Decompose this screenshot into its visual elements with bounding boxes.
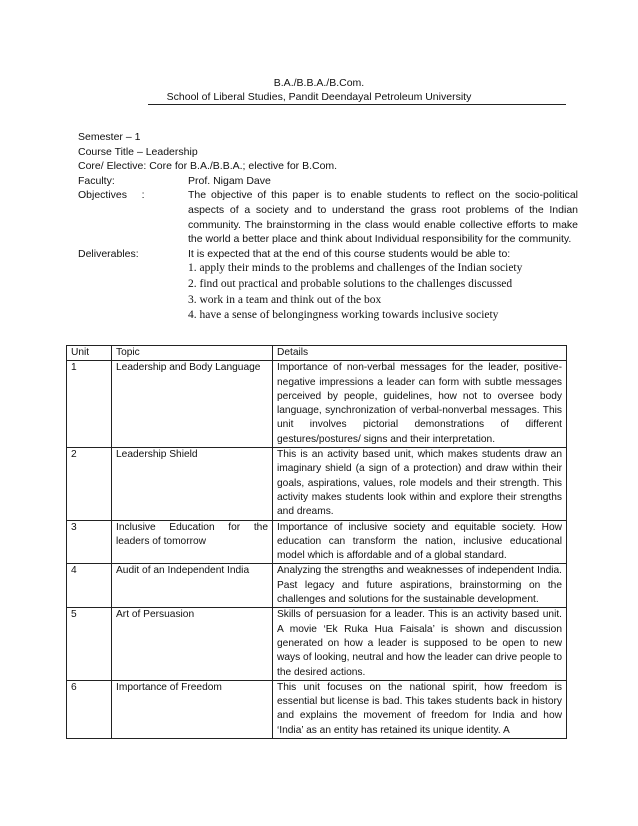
unit-number: 5	[67, 608, 112, 680]
unit-topic: Leadership and Body Language	[112, 361, 273, 448]
unit-topic: Leadership Shield	[112, 448, 273, 520]
table-row	[67, 520, 567, 564]
header-details: Details	[273, 346, 567, 361]
school-heading: School of Liberal Studies, Pandit Deendayal Petroleum University	[166, 91, 472, 103]
deliverable-item: 3. work in a team and think out of the box	[188, 293, 382, 306]
unit-details: Analyzing the strengths and weaknesses of independent India. Past legacy and future aspirations, brainstorming on the challenges and solutions for the sustainable development.	[273, 564, 567, 608]
units-table	[66, 345, 567, 739]
unit-details: This is an activity based unit, which makes students draw an imaginary shield (a sign of a protection) and draw within their goals, aspirations, values, role models and their strength. This activity makes students look within and explore their strengths and dreams.	[273, 448, 567, 520]
unit-topic: Audit of an Independent India	[112, 564, 273, 608]
deliverable-item: 1. apply their minds to the problems and challenges of the Indian society	[188, 262, 523, 275]
course-info	[78, 130, 578, 324]
objectives-text: The objective of this paper is to enable students to reflect on the socio-political aspects of a society and to understand the grass root problems of the Indian community. The brainstorming in the class would enable collective efforts to make the world a better place and think about Individual responsibility for the community.	[188, 189, 578, 246]
deliverable-item: 2. find out practical and probable solutions to the challenges discussed	[188, 277, 513, 290]
table-row	[67, 361, 567, 448]
table-row	[67, 680, 567, 738]
core-elective-line: Core/ Elective: Core for B.A./B.B.A.; elective for B.Com.	[78, 160, 338, 173]
unit-details: Importance of inclusive society and equitable society. How education can transform the nation, inclusive educational model which is affordable and of a global standard.	[273, 520, 567, 564]
unit-number: 2	[67, 448, 112, 520]
deliverables-intro: It is expected that at the end of this course students would be able to:	[188, 247, 511, 260]
unit-number: 6	[67, 680, 112, 738]
faculty-label: Faculty:	[78, 174, 115, 187]
objectives-row	[78, 188, 578, 246]
deliverables-row	[78, 247, 578, 324]
course-title-line: Course Title – Leadership	[78, 145, 198, 158]
unit-details: Skills of persuasion for a leader. This is an activity based unit. A movie ‘Ek Ruka Hua Faisala’ is shown and discussion generated on how a leader is supposed to be open to new ways of looking, neutral and how the leader can drive people to the desired actions.	[273, 608, 567, 680]
deliverables-content	[188, 247, 578, 324]
unit-details: This unit focuses on the national spirit, how freedom is essential but license is bad. This takes students back in history and explains the movement of freedom for India and how ‘India’ as an entity has retained its unique identity. A	[273, 680, 567, 738]
table-header-row	[67, 346, 567, 361]
program-heading: B.A./B.B.A./B.Com.	[273, 77, 365, 89]
unit-number: 4	[67, 564, 112, 608]
deliverables-label: Deliverables:	[78, 247, 139, 260]
objectives-label: Objectives :	[78, 189, 145, 202]
unit-topic: Inclusive Education for the leaders of tomorrow	[112, 520, 273, 564]
faculty-value: Prof. Nigam Dave	[188, 174, 271, 187]
unit-topic: Importance of Freedom	[112, 680, 273, 738]
faculty-row	[78, 174, 578, 189]
unit-topic: Art of Persuasion	[112, 608, 273, 680]
header-topic: Topic	[112, 346, 273, 361]
table-row	[67, 448, 567, 520]
header-unit: Unit	[67, 346, 112, 361]
semester-line: Semester – 1	[78, 131, 141, 143]
unit-number: 3	[67, 520, 112, 564]
unit-details: Importance of non-verbal messages for the leader, positive-negative impressions a leader can form with subtle messages perceived by people, guidelines, how not to oversee body language, synchronization of verbal-nonverbal messages. This unit involves pictorial demonstrations of different gestures/postures/ signs and their interpretation.	[273, 361, 567, 448]
table-row	[67, 608, 567, 680]
deliverable-item: 4. have a sense of belongingness working towards inclusive society	[188, 309, 499, 322]
header-rule	[148, 104, 566, 105]
table-row	[67, 564, 567, 608]
unit-number: 1	[67, 361, 112, 448]
